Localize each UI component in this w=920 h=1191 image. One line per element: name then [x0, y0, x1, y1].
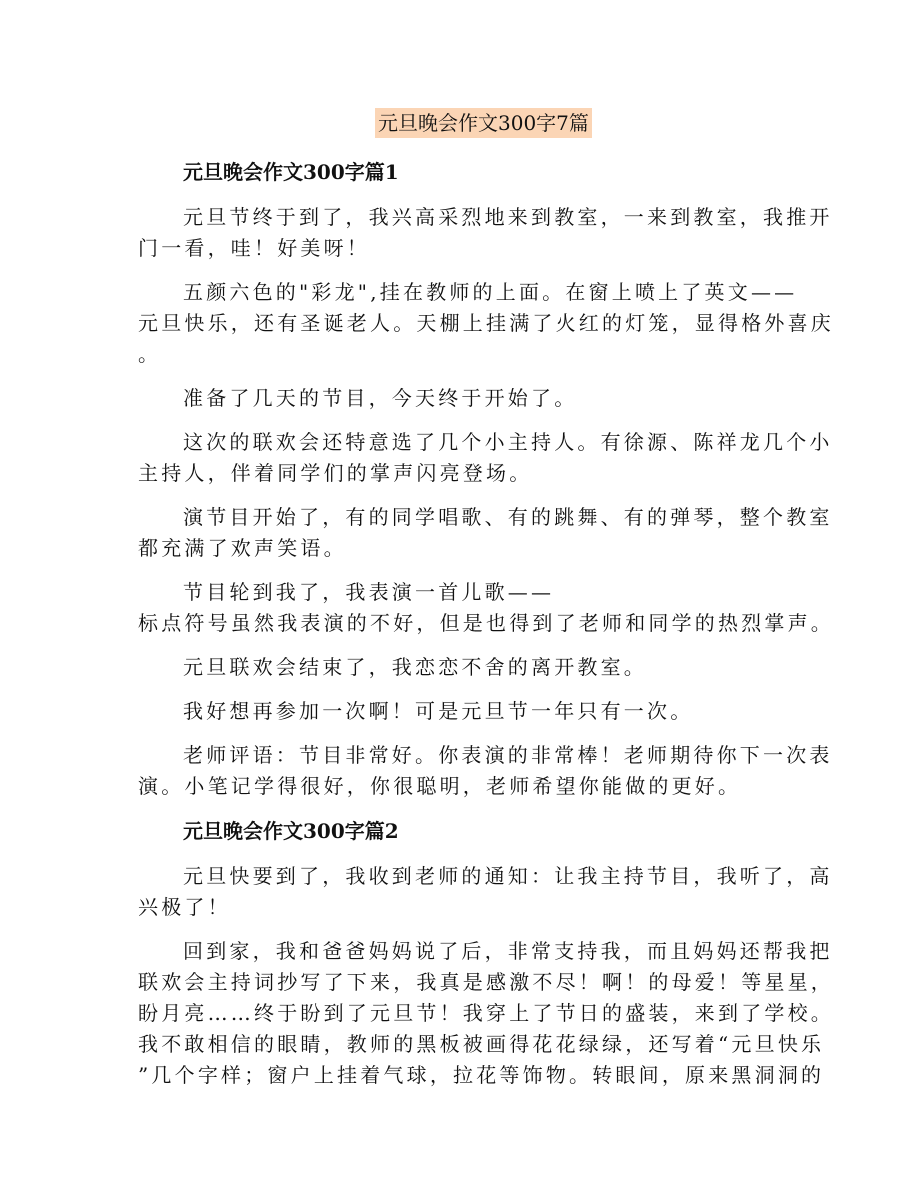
text-line: 五颜六色的"彩龙",挂在教师的上面。在窗上喷上了英文—— [183, 280, 798, 304]
text-line: 准备了几天的节目，今天终于开始了。 [183, 386, 578, 410]
text-line: 这次的联欢会还特意选了几个小主持人。有徐源、陈祥龙几个小 [183, 430, 833, 454]
text-line: 元旦节终于到了，我兴高采烈地来到教室，一来到教室，我推开 [183, 205, 833, 229]
paragraph [138, 652, 778, 683]
text-line: 演节目开始了，有的同学唱歌、有的跳舞、有的弹琴，整个教室 [183, 505, 833, 529]
text-line: 老师评语：节目非常好。你表演的非常棒！老师期待你下一次表 [183, 743, 833, 767]
paragraph [138, 202, 833, 264]
document-title: 元旦晚会作文300字7篇 [375, 108, 592, 138]
paragraph [138, 861, 833, 923]
text-line: 我不敢相信的眼睛，教师的黑板被画得花花绿绿，还写着“元旦快乐 [138, 1032, 825, 1056]
text-line: 节目轮到我了，我表演一首儿歌—— [183, 580, 555, 604]
text-line: 盼月亮……终于盼到了元旦节！我穿上了节日的盛装，来到了学校。 [138, 1001, 834, 1025]
paragraph [138, 740, 833, 802]
text-line: 。 [138, 342, 162, 366]
text-line: 元旦快要到了，我收到老师的通知：让我主持节目，我听了，高 [183, 864, 833, 888]
text-line: 元旦联欢会结束了，我恋恋不舍的离开教室。 [183, 655, 647, 679]
paragraph [138, 383, 778, 414]
text-line: 兴极了！ [138, 895, 231, 919]
text-line: 联欢会主持词抄写了下来，我真是感激不尽！啊！的母爱！等星星， [138, 970, 834, 994]
text-line: 门一看，哇！好美呀！ [138, 236, 370, 260]
text-line: 回到家，我和爸爸妈妈说了后，非常支持我，而且妈妈还帮我把 [183, 939, 833, 963]
paragraph [138, 696, 778, 727]
text-line: 标点符号虽然我表演的不好，但是也得到了老师和同学的热烈掌声。 [138, 611, 834, 635]
text-line: ”几个字样；窗户上挂着气球，拉花等饰物。转眼间，原来黑洞洞的 [138, 1063, 825, 1087]
paragraph [138, 277, 834, 370]
paragraph [138, 577, 834, 639]
text-line: 演。小笔记学得很好，你很聪明，老师希望你能做的更好。 [138, 774, 742, 798]
section-heading: 元旦晚会作文300字篇2 [183, 819, 399, 843]
section-heading: 元旦晚会作文300字篇1 [183, 160, 399, 184]
paragraph [138, 936, 834, 1091]
paragraph [138, 427, 833, 489]
text-line: 元旦快乐，还有圣诞老人。天棚上挂满了火红的灯笼，显得格外喜庆 [138, 311, 834, 335]
text-line: 我好想再参加一次啊！可是元旦节一年只有一次。 [183, 699, 694, 723]
document-body [138, 156, 834, 1104]
paragraph [138, 502, 833, 564]
text-line: 都充满了欢声笑语。 [138, 536, 347, 560]
text-line: 主持人，伴着同学们的掌声闪亮登场。 [138, 461, 533, 485]
